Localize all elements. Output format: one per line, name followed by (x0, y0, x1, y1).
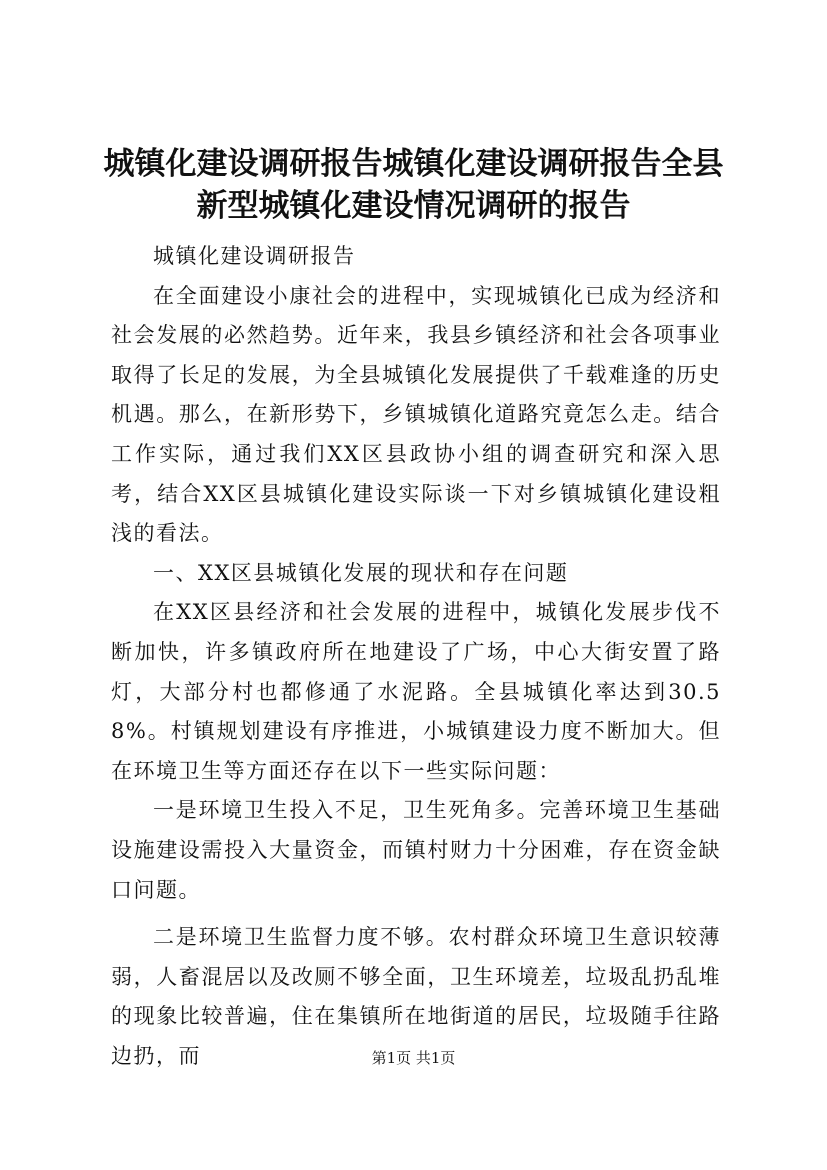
paragraph-status: 在XX区县经济和社会发展的进程中，城镇化发展步伐不断加快，许多镇政府所在地建设了广场，中心大街安置了路灯，大部分村也都修通了水泥路。全县城镇化率达到30.58%。村镇规划建设有序推进，小城镇建设力度不断加大。但在环境卫生等方面还存在以下一些实际问题： (111, 600, 721, 783)
section-heading-1: 一、XX区县城镇化发展的现状和存在问题 (153, 560, 569, 585)
page-footer: 第1页 共1页 (371, 1049, 456, 1067)
paragraph-problem-2: 二是环境卫生监督力度不够。农村群众环境卫生意识较薄弱，人畜混居以及改厕不够全面，卫生环境差，垃圾乱扔乱堆的现象比较普遍，住在集镇所在地街道的居民，垃圾随手往路边扔，而 (111, 925, 721, 1068)
document-title: 城镇化建设调研报告城镇化建设调研报告全县新型城镇化建设情况调研的报告 (103, 146, 724, 224)
paragraph-subtitle: 城镇化建设调研报告 (153, 244, 356, 268)
document-body (111, 237, 721, 1076)
paragraph-problem-1: 一是环境卫生投入不足，卫生死角多。完善环境卫生基础设施建设需投入大量资金，而镇村财力十分困难，存在资金缺口问题。 (111, 798, 721, 902)
paragraph-intro: 在全面建设小康社会的进程中，实现城镇化已成为经济和社会发展的必然趋势。近年来，我县乡镇经济和社会各项事业取得了长足的发展，为全县城镇化发展提供了千载难逢的历史机遇。那么，在新形势下，乡镇城镇化道路究竟怎么走。结合工作实际，通过我们XX区县政协小组的调查研究和深入思考，结合XX区县城镇化建设实际谈一下对乡镇城镇化建设粗浅的看法。 (111, 283, 721, 546)
